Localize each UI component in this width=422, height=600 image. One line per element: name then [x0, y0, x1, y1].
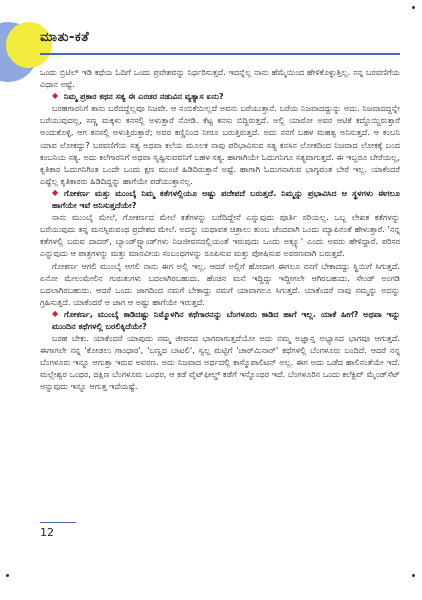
- paragraph: ಬರಹ ಬೇಕು. ಯಾಕೆಂದರೆ ಯಾವುದು ನಮ್ಮ ಜೀವನದ ಭಾಗವಾಗುತ್ತದೆಯೋ ಅದು ನಮ್ಮ ಅಜ್ಞಾನ್ತ ಅಭ್ಯಾಸದ ಭಾಗವೂ ಆಗುತ್ತದೆ. ಈಗಾಗಲೇ ನನ್ನ 'ಕೋಡಲು ಗಾಂಧಾರ', 'ಬಣ್ಣದ ಬಾಟಲಿ', ಸ್ವಲ್ಪ ಮಟ್ಟಿಗೆ 'ಚಾರ್‌ಮಿನಾರ್' ಕಥೆಗಳಲ್ಲಿ ಬೆಂಗಳೂರು ಬಂದಿದೆ. ಆದರೆ ನನ್ನ ಬೆಂಗಳೂರು ಇನ್ನೂ ಆಗುತ್ತಾ ಇರುವ ಅವರಣ. ಅದು ನಿಜವಾದ ಅರ್ಥದಲ್ಲಿ ಕಾಸ್ಮೊಪಾಲಿಟನ್ ಅಲ್ಲ. ಈಗ ಅದು ಒಡೆದ ಹಾಲಿನಂತೆಯೇ ಇದೆ. ಮಲ್ಲೇಶ್ವರ ಒಂಥರ, ದಕ್ಷಿಣ ಬೆಂಗಳೂರು ಒಂಥರ, ಆ ಕಡೆ ವೈಟ್‌ಫೀಲ್ಡ್ ಕಡೆಗೆ ಇನ್ನೊಂಥರ ಇದೆ. ಬೆಂಗಳೂರಿನ ಒಂದು ಕಲೆಕ್ಟಿವ್ ಮೈಂಡ್‌ಸೆಟ್ ಅನ್ನುವುದು ಇನ್ನೂ ಆಗುತ್ತ ಇದೆಯಷ್ಟೆ.: [40, 333, 400, 392]
- interview-question: [40, 90, 400, 102]
- corner-decoration-yellow: [6, 22, 52, 68]
- paragraph: ಒಂದು ಬ್ರಿಟಿಲ್ ಇಡಿ ಕಥೆಯ ಓದಿಗೆ ಒಂದು ಪ್ರವೇಶವನ್ನು ನಿರ್ಧರಿಸುತ್ತದೆ. ಇದನ್ನೆಲ್ಲ ನಾನು ಹೆಮ್ಮೆಯಿಂದ ಹೇಳಿಕೊಳ್ಳುತ್ತಿಲ್ಲ. ನನ್ನ ಬರವಣಿಗೆಯ ವಿಧಾನ ಅಷ್ಟೆ.: [40, 67, 400, 90]
- article-body: [40, 66, 400, 393]
- question-text: ಗೋಕರ್ಣ, ಮುಂಬೈ ಕಾಡಿದಷ್ಟು ನಿಮ್ಮೊಳಗಿನ ಕಥೆಗಾರನನ್ನು ಬೆಂಗಳೂರು ಕಾಡಿದ ಹಾಗೆ ಇಲ್ಲ. ಯಾಕೆ ಹೀಗೆ? ಅಥವಾ ಇನ್ನು ಮುಂದಿನ ಕಥೆಗಳಲ್ಲಿ ಬರಲಿಕ್ಕಿದೆಯೇ?: [52, 308, 400, 331]
- section-title: ಮಾತು-ಕತೆ: [40, 30, 90, 45]
- diamond-bullet-icon: ◆: [52, 187, 59, 197]
- paragraph: ಗೋಕರ್ಣ ಆಗಲಿ ಮುಂಬೈ ಆಗಲಿ ನಾನು ಈಗ ಅಲ್ಲಿ ಇಲ್ಲ. ಆದರೆ ಅಲ್ಲಿಗೆ ಹೋದಾಗ ಈಗಲೂ ನನಗೆ ಬೇಕಾದದ್ದು ಸ್ಥಿಯಿಗೆ ಸಿಗುತ್ತದೆ. ಏನೋ ಮೇಲುಮೇಲಿನ ಗುರುತುಗಳು ಬದಲಾಗಿರಬಹುದು. ಹೆಂಚಿನ ಮನೆ ಇದ್ದಿದ್ದು ಇದ್ದೀಗಲೇ ಆಗಿರಬಹುದು. ಸೇಂಡ್ ಅಂಗಡಿ ಬದಲಾಗಿರಬಹುದು. ಆದರೆ ಒಂದು ಜಾಗದಿಂದ ನಮಗೆ ಬೇಕಾದ್ದು ನಮಗೆ ಯಾವಾಗಲೂ ಸಿಗುತ್ತದೆ. ಯಾಕೆಂದರೆ ನಾವು ನಮ್ಮನ್ನು ಅದನ್ನು ಗ್ರಹಿಸುತ್ತದೆ. ಯಾಕೆಂದರೆ ಆ ಜಾಗ ಆ ಅಷ್ಟು ಹಾಗೆಯೇ ಇರುತ್ತದೆ.: [40, 260, 400, 307]
- diamond-bullet-icon: ◆: [52, 308, 59, 318]
- page-number: 12: [40, 526, 54, 539]
- diamond-bullet-icon: ◆: [52, 91, 59, 101]
- interview-question: [40, 308, 400, 332]
- paragraph: ಬರಹಗಾರನಿಗೆ ತಾನು ಬರೆದದ್ದೆಲ್ಲವೂ ನಿಜವೇ. ಆ ನಂಬಿಕೆಯಿಲ್ಲದೆ ಅವನು ಬರೆಯುತ್ತಾನೆ. ಬರೆಯ ನಿಜವಾದದ್ದುನ್ನು ಅದು. ನಿಜವಾದದ್ದನ್ನೇ ಬರೆಯುವುದಲ್ಲ, ಸಣ್ಣ ಮಕ್ಕಳು ಕನಸಲ್ಲಿ ಅಳುತ್ತಾರೆ ನೋಡಿ. ಕೆಟ್ಟ ಕನಸು ಬಿದ್ದಿರುತ್ತದೆ. ಅಲ್ಲಿ ಯಾರೋ ಅವರ ಆಟಿಕೆ ಕದ್ದೊಯ್ದಿರುತ್ತಾರೆ ಅಂದುಕೊಳ್ಳಿ, ಆಗ ಕನಸಲ್ಲಿ ಅಳುತ್ತಿರುತ್ತಾರೆ; ಅವರ ಕಣ್ಣಿನಿಂದ ನೀರೂ ಬರುತ್ತಿರುತ್ತದೆ. ಅದು ನನಗೆ ಬಹಳ ಮಹತ್ವ ಅನಿಸುತ್ತದೆ. ಆ ಕಂಬನಿ ಯಾವ ಲೋಕದ್ದು? ಬರವಣಿಗೆಯ ಸತ್ಯ ಅಥವಾ ಕಲೆಯ ಮೂಲಕ ನಾವು ಪರಿಭಾವಿಸುವ ಸತ್ಯ ಕನಸಿನ ಲೋಕದಿಂದ ನಿಜವಾದ ಲೋಕಕ್ಕೆ ಬಂದ ಕಂಬನಿಯ ಸತ್ಯ. ಅದು ಕಲೆಗಾರನಿಗೆ ಅಥವಾ ಸೃಷ್ಟಿಸುವವನಿಗೆ ಬಹಳ ಸತ್ಯ. ಹಾಗಾಗಿಯೇ ಓದುಗನಿಗೂ ಸತ್ಯವಾಗುತ್ತದೆ. ಈ ಇಬ್ಬರೂ ಬೇರೆಯಲ್ಲ, ಕೃತಿಕಾರ ಓದುಗನಿಗಿಂತ ಒಂದೇ ಒಂದು ಕ್ಷಣ ಮುಂಚೆ ಹಿಡಿದಿರುತ್ತಾನೆ ಅಷ್ಟೆ. ಹಾಗಾಗಿ ಓದುಗನಾಗುವ ಭಾಗ್ಯವಂತ ಬೇರೆ ಇಲ್ಲ. ಯಾಕೆಂದರೆ ಎಷ್ಟೆಲ್ಲ ಕೃತಿಕಾರರು ಹಿಡಿದಿದ್ದನ್ನು ಹಾಗೆಯೇ ಪಡೆಯುತ್ತಾನಲ್ಲ.: [40, 103, 400, 186]
- question-text: ನಿಮ್ಮ ಪ್ರಕಾರ ಕಥನ ಸತ್ಯ ಈ ಎರಡರ ನಡುವಿನ ವ್ಯತ್ಯಾಸ ಏನು?: [64, 91, 224, 102]
- header-divider: [40, 53, 400, 55]
- crop-mark: [6, 574, 9, 577]
- question-text: ಗೋಕರ್ಣ ಮತ್ತು ಮುಂಬೈ ನಿಮ್ಮ ಕತೆಗಳಲ್ಲಿಯೂ ಅಷ್ಟು ಪದೇಪದೆ ಬರುತ್ತದೆ. ನಿಮ್ಮನ್ನು ಪ್ರಭಾವಿಸಿದ ಆ ಸ್ಥಳಗಳು ಈಗಲೂ ಹಾಗೆಯೇ ಇವೆ ಅನಿಸುತ್ತದೆಯೇ?: [52, 187, 400, 211]
- footer-divider: [40, 522, 76, 523]
- crop-mark: [412, 574, 415, 577]
- interview-question: [40, 187, 400, 211]
- paragraph: ನಾನು ಮುಂಬೈ ಮೇಲೆ, ಗೋಕರ್ಣದ ಮೇಲೆ ಕತೆಗಳನ್ನು ಬರೆದಿದ್ದೇನೆ ಎನ್ನುವುದು ಪೂರ್ತಿ ಸರಿಯಲ್ಲ. ಒಬ್ಬ ಲೇಖಕ ಕತೆಗಳನ್ನು ಬರೆಯುವುದು ತನ್ನ ಮನಸ್ಸಿರುವಂಥ ಪ್ರದೇಶದ ಮೇಲೆ. ಅದನ್ನು ಯಥಾವತ ಚಿತ್ರಾಲು ತುಂಬ ಚೆಂದವಾಗಿ ಒಂದು ಮ್ಯಾಪಿನಂತೆ ಹೇಳುತ್ತಾರೆ. 'ನನ್ನ ಕತೆಗಳಲ್ಲಿ ಬರುವ ದಾದರ್, ಬ್ಯಾಂಡ್‌ಸ್ಟ್ಯಾಂಡ್‌ಗಳು ನಿಜಜೀವನದಲ್ಲಿಯಂತೆ ಇರುವುದು ಒಂದು ಅಕ್ಷ್ಯೂ' ಎಂದು ಅವರು ಹೇಳಿದ್ದಾರೆ. ಪರಿಸರ ಎನ್ನುವುದು ಆ ಪಾತ್ರಗಳನ್ನು ಮತ್ತು ಮಾನವೀಯ ಸಂಬಂಧಗಳನ್ನು ರೂಪಿಸುವ ಮತ್ತು ಪೋಷಿಸುವ ಅವರಣವಾಗಿ ಬರುತ್ತದೆ.: [40, 212, 400, 259]
- crop-mark: [412, 6, 415, 9]
